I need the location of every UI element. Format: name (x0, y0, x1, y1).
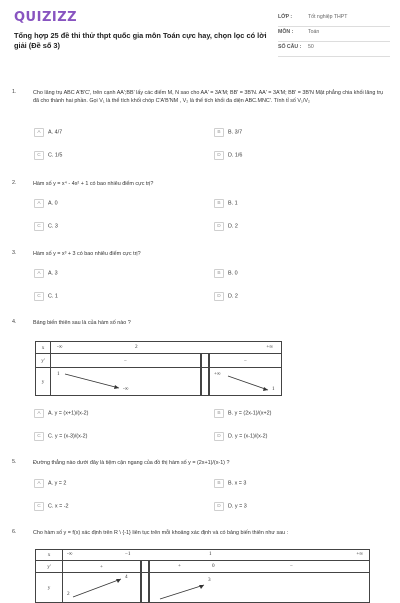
option-c[interactable] (34, 502, 69, 512)
meta-value: Tốt nghiệp THPT (308, 14, 348, 20)
question-number: 4. (12, 319, 17, 325)
option-letter-box: D (214, 292, 224, 301)
option-letter-box: C (34, 502, 44, 511)
option-letter-box: C (34, 222, 44, 231)
option-text: A. 0 (48, 200, 58, 207)
increasing-arrow (63, 573, 141, 603)
option-text: D. 2 (228, 223, 238, 230)
option-text: B. 0 (228, 270, 238, 277)
x-value: −1 (125, 551, 131, 557)
increasing-arrow (150, 573, 370, 603)
option-letter-box: B (214, 409, 224, 418)
table-label-x: x (36, 342, 51, 354)
option-letter-box: C (34, 151, 44, 160)
table-label-derivative: y' (36, 561, 63, 573)
option-letter-box: A (34, 479, 44, 488)
option-text: C. 1 (48, 293, 58, 300)
option-d[interactable] (214, 502, 247, 512)
quizizz-logo: QUIZIZZ (14, 10, 78, 25)
option-text: A. y = (x+1)/(x-2) (48, 410, 89, 417)
option-d[interactable] (214, 432, 267, 442)
option-a[interactable] (34, 269, 58, 279)
meta-key: MÔN : (278, 29, 294, 35)
option-text: D. 2 (228, 293, 238, 300)
option-letter-box: A (34, 269, 44, 278)
y-value: 2 (67, 591, 70, 597)
option-letter-box: B (214, 269, 224, 278)
option-c[interactable] (34, 151, 62, 161)
option-text: C. 3 (48, 223, 58, 230)
option-letter-box: B (214, 128, 224, 137)
x-value: -∞ (57, 344, 63, 350)
table-label-y: y (36, 573, 63, 603)
meta-row-grade (278, 12, 390, 27)
question-text: Hàm số y = x⁴ - 4x² + 1 có bao nhiêu điểm cực trị? (33, 181, 154, 187)
y-value: 1 (272, 386, 275, 392)
y-value: 4 (125, 574, 128, 580)
option-d[interactable] (214, 292, 238, 302)
y-value: 1 (57, 371, 60, 377)
option-letter-box: A (34, 409, 44, 418)
variation-table (35, 549, 370, 603)
table-label-x: x (36, 550, 63, 561)
meta-key: LỚP : (278, 14, 293, 20)
option-d[interactable] (214, 222, 238, 232)
option-text: D. 1/6 (228, 152, 243, 159)
worksheet-header (0, 0, 400, 72)
option-b[interactable] (214, 479, 246, 489)
option-letter-box: B (214, 479, 224, 488)
derivative-sign: − (290, 563, 293, 569)
x-value: +∞ (266, 344, 273, 350)
question-number: 5. (12, 459, 17, 465)
question-text: Đường thẳng nào dưới đây là tiệm cận ngang của đồ thị hàm số y = (2x+1)/(x-1) ? (33, 460, 230, 466)
option-text: D. y = (x-1)/(x-2) (228, 433, 268, 440)
option-c[interactable] (34, 432, 87, 442)
question-text: Bảng biến thiên sau là của hàm số nào ? (33, 320, 131, 326)
option-text: A. y = 2 (48, 480, 67, 487)
option-letter-box: D (214, 222, 224, 231)
question-number: 6. (12, 529, 17, 535)
option-letter-box: C (34, 432, 44, 441)
option-text: D. y = 3 (228, 503, 247, 510)
option-letter-box: A (34, 128, 44, 137)
option-text: C. 1/5 (48, 152, 63, 159)
option-text: C. y = (x-3)/(x-2) (48, 433, 88, 440)
option-a[interactable] (34, 479, 66, 489)
option-a[interactable] (34, 128, 62, 138)
derivative-sign: + (63, 561, 142, 573)
derivative-zero: 0 (212, 563, 215, 569)
option-text: A. 4/7 (48, 129, 63, 136)
meta-row-count (278, 42, 390, 57)
option-letter-box: B (214, 199, 224, 208)
option-b[interactable] (214, 269, 238, 279)
option-text: B. y = (2x-1)/(x+2) (228, 410, 272, 417)
derivative-sign: − (51, 354, 202, 368)
derivative-sign: + (178, 563, 181, 569)
option-letter-box: D (214, 432, 224, 441)
option-letter-box: A (34, 199, 44, 208)
option-d[interactable] (214, 151, 242, 161)
document-title: Tổng hợp 25 đề thi thử thpt quốc gia môn Toán cực hay, chọn lọc có lời giải (Đề số 3) (14, 31, 267, 50)
question-text: Cho lăng trụ ABC A'B'C', trên cạnh AA';BB' lấy các điểm M, N sao cho AA' = 3A'M; BB' = 3B'N. AA' = 3A'M; BB' = 3B'N Mặt phẳng chia khối lăng trụ đã cho thành hai phần. Gọi V₁ là thể tích khối chóp C'A'B'NM , V₂ là thể tích khối đa diện ABC.MNC'. Tính tỉ số V₁/V₂ (33, 90, 384, 104)
x-value: 2 (135, 344, 138, 350)
x-value: +∞ (356, 551, 363, 557)
option-text: B. 1 (228, 200, 238, 207)
question-number: 2. (12, 180, 17, 186)
meta-value: 50 (308, 44, 314, 50)
option-letter-box: D (214, 502, 224, 511)
table-label-y: y (36, 368, 51, 396)
option-c[interactable] (34, 222, 58, 232)
option-a[interactable] (34, 409, 88, 419)
y-value: +∞ (214, 371, 221, 377)
variation-table (35, 341, 282, 396)
option-text: A. 3 (48, 270, 58, 277)
meta-row-subject (278, 27, 390, 42)
table-label-derivative: y' (36, 354, 51, 368)
question-text: Hàm số y = x³ + 3 có bao nhiêu điểm cực trị? (33, 251, 141, 257)
option-letter-box: D (214, 151, 224, 160)
derivative-sign: − (209, 354, 282, 368)
option-c[interactable] (34, 292, 58, 302)
option-b[interactable] (214, 199, 238, 209)
question-text: Cho hàm số y = f(x) xác định trên R \ {-1} liên tục trên mỗi khoảng xác định và có bảng biến thiên như sau : (33, 530, 289, 536)
x-value: 1 (209, 551, 212, 557)
meta-value: Toán (308, 29, 320, 35)
option-text: C. x = -2 (48, 503, 69, 510)
y-value: 3 (208, 577, 211, 583)
question-number: 3. (12, 250, 17, 256)
option-a[interactable] (34, 199, 58, 209)
option-b[interactable] (214, 128, 242, 138)
meta-key: SỐ CÂU : (278, 44, 302, 50)
question-number: 1. (12, 89, 17, 95)
option-b[interactable] (214, 409, 271, 419)
meta-panel (278, 12, 390, 57)
x-value: -∞ (67, 551, 73, 557)
option-text: B. 3/7 (228, 129, 243, 136)
option-letter-box: C (34, 292, 44, 301)
option-text: B. x = 3 (228, 480, 247, 487)
y-value: -∞ (123, 386, 129, 392)
